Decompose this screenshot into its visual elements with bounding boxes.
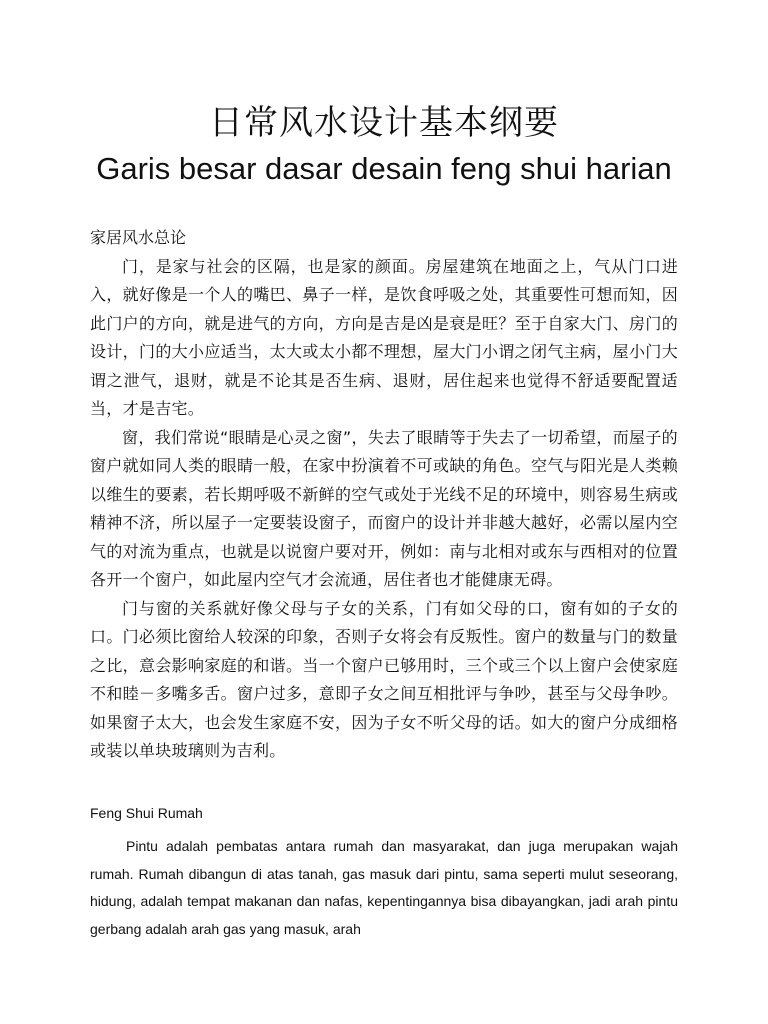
paragraph-indonesian: Pintu adalah pembatas antara rumah dan masyarakat, dan juga merupakan wajah rumah. Rumah dibangun di atas tanah, gas masuk dari pintu, sama seperti mulut seseorang, hidung, adalah tempat makanan dan nafas, kepentingannya bisa dibayangkan, jadi arah pintu gerbang adalah arah gas yang masuk, arah — [90, 838, 678, 937]
title-indonesian: Garis besar dasar desain feng shui harian — [96, 151, 672, 186]
paragraph-door-window-relation: 门与窗的关系就好像父母与子女的关系，门有如父母的口，窗有如的子女的口。门必须比窗给人较深的印象，否则子女将会有反叛性。窗户的数量与门的数量之比，意会影响家庭的和谐。当一个窗户已够用时，三个或三个以上窗户会使家庭不和睦－多嘴多舌。窗户过多，意即子女之间互相批评与争吵，甚至与父母争吵。如果窗子太大，也会发生家庭不安，因为子女不听父母的话。如大的窗户分成细格或装以单块玻璃则为吉利。 — [90, 598, 678, 760]
chinese-section — [90, 224, 678, 766]
paragraph-window: 窗，我们常说“眼睛是心灵之窗”，失去了眼睛等于失去了一切希望，而屋子的窗户就如同人类的眼睛一般，在家中扮演着不可或缺的角色。空气与阳光是人类赖以维生的要素，若长期呼吸不新鲜的空气或处于光线不足的环境中，则容易生病或精神不济，所以屋子一定要装设窗子，而窗户的设计并非越大越好，必需以屋内空气的对流为重点，也就是以说窗户要对开，例如：南与北相对或东与西相对的位置各开一个窗户，如此屋内空气才会流通，居住者也才能健康无碍。 — [90, 427, 678, 589]
section-heading-indonesian: Feng Shui Rumah — [90, 805, 203, 821]
section-heading-chinese: 家居风水总论 — [90, 228, 187, 247]
paragraph-door: 门，是家与社会的区隔，也是家的颜面。房屋建筑在地面之上，气从门口进入，就好像是一个人的嘴巴、鼻子一样，是饮食呼吸之处，其重要性可想而知，因此门户的方向，就是进气的方向，方向是吉是凶是衰是旺？至于自家大门、房门的设计，门的大小应适当，太大或太小都不理想，屋大门小谓之闭气主病，屋小门大谓之泄气，退财，就是不论其是否生病、退财，居住起来也觉得不舒适要配置适当，才是吉宅。 — [90, 256, 678, 418]
title-chinese: 日常风水设计基本纲要 — [209, 103, 559, 143]
